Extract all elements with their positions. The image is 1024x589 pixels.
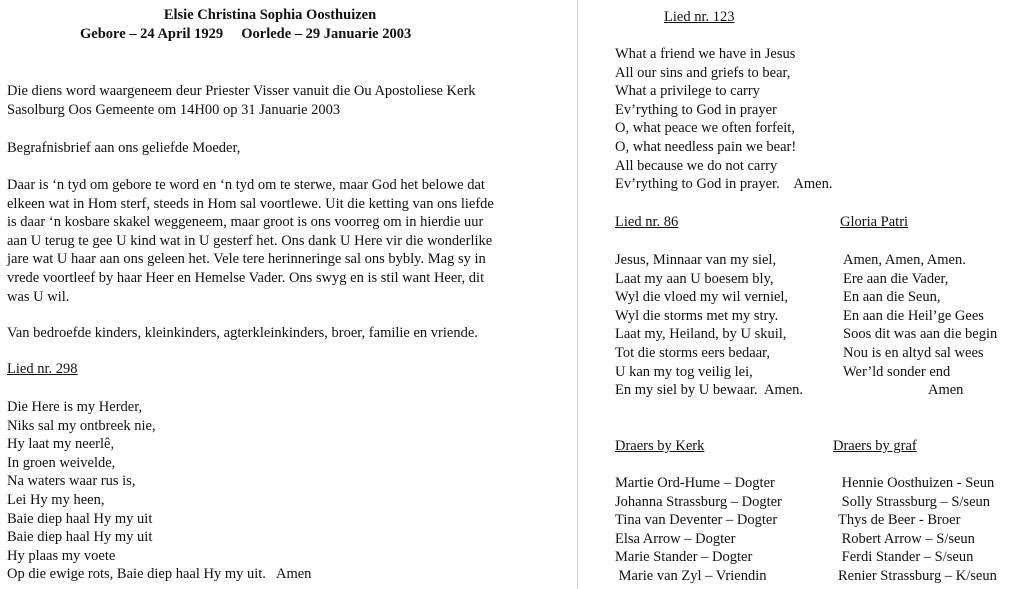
list-item: Marie Stander – Dogter [615,549,753,566]
list-item: Elsa Arrow – Dogter [615,530,736,547]
gloria-patri-title: Gloria Patri [840,214,909,230]
lyric-line: Tot die storms eers bedaar, [615,344,771,361]
letter-line: jare wat U haar aan ons geleen het. Vele tere herinneringe sal ons bybly. Mag sy in [7,251,486,268]
list-item: Johanna Strassburg – Dogter [615,493,782,510]
lyric-line: All because we do not carry [615,157,778,174]
lyric-line: En aan die Seun, [843,289,941,306]
list-item: Martie Ord-Hume – Dogter [615,475,775,491]
hymn-123-title: Lied nr. 123 [664,9,735,25]
letter-line: was U wil. [7,288,70,305]
lyric-line: Soos dit was aan die begin [843,326,998,343]
hymn-298-lyrics [7,398,311,584]
lyric-line: O, what needless pain we bear! [615,138,797,155]
lyric-line: En my siel by U bewaar. Amen. [615,382,804,399]
lyric-line: O, what peace we often forfeit, [615,120,795,137]
lyric-line: Wer’ld sonder end [843,363,951,380]
list-item: Ferdi Stander – S/seun [838,549,974,566]
lyric-line: Amen, Amen, Amen. [843,252,966,268]
birth-death-dates: Gebore – 24 April 1929 Oorlede – 29 Januarie 2003 [80,26,412,42]
list-item: Tina van Deventer – Dogter [615,512,778,529]
list-item: Renier Strassburg – K/seun [838,567,997,584]
lyric-line: All our sins and griefs to bear, [615,64,791,81]
letter-body [7,176,494,306]
lyric-line: Wyl die storms met my stry. [615,307,779,324]
lyric-line: Na waters waar rus is, [7,473,136,490]
gloria-amen: Amen [928,382,964,399]
letter-line: aan U terug te gee U kind wat in U gesterf het. Ons dank U Here vir die wonderlike [7,232,493,249]
hymn-86-lyrics [615,251,803,400]
letter-closing: Van bedroefde kinders, kleinkinders, agterkleinkinders, broer, familie en vriende. [7,325,478,341]
bearers-grave-title: Draers by graf [833,438,917,454]
lyric-line: Die Here is my Herder, [7,399,143,415]
page-divider [577,0,578,589]
list-item: Hennie Oosthuizen - Seun [838,475,995,491]
list-item: Marie van Zyl – Vriendin [615,567,767,584]
letter-line: is daar ‘n kosbare skakel weggeneem, maar groot is ons voorreg om in hierdie uur [7,214,484,231]
service-line: Sasolburg Oos Gemeente om 14H00 op 31 Januarie 2003 [7,101,341,118]
lyric-line: Wyl die vloed my wil verniel, [615,289,789,306]
lyric-line: Jesus, Minnaar van my siel, [615,252,777,268]
letter-line: elkeen wat in Hom sterf, steeds in Hom sal voortlewe. Uit die ketting van ons liefde [7,195,494,212]
bearers-grave-list [838,474,997,586]
lyric-line: In groen weivelde, [7,454,116,471]
deceased-name: Elsie Christina Sophia Oosthuizen [163,7,377,23]
lyric-line: Ere aan die Vader, [843,270,949,287]
lyric-line: Laat my, Heiland, by U skuil, [615,326,787,343]
hymn-86-title: Lied nr. 86 [615,214,679,230]
lyric-line: Lei Hy my heen, [7,491,105,508]
lyric-line: Baie diep haal Hy my uit [7,529,153,546]
gloria-patri-lyrics [843,251,997,400]
lyric-line: Nou is en altyd sal wees [843,344,984,361]
service-info [7,82,476,119]
lyric-line: Ev’rything to God in prayer [615,101,777,118]
lyric-line: Op die ewige rots, Baie diep haal Hy my uit. Amen [7,566,312,583]
list-item: Thys de Beer - Broer [838,512,961,529]
lyric-line: Hy laat my neerlê, [7,436,115,453]
service-line: Die diens word waargeneem deur Priester Visser vanuit die Ou Apostoliese Kerk [7,83,476,99]
bearers-church-title: Draers by Kerk [615,438,705,454]
lyric-line: What a privilege to carry [615,83,760,100]
lyric-line: Baie diep haal Hy my uit [7,510,153,527]
lyric-line: U kan my tog veilig lei, [615,363,753,380]
lyric-line: Hy plaas my voete [7,547,116,564]
lyric-line: What a friend we have in Jesus [615,46,796,62]
lyric-line: Laat my aan U boesem bly, [615,270,774,287]
bearers-church-list [615,474,782,586]
list-item: Robert Arrow – S/seun [838,530,975,547]
letter-line: Daar is ‘n tyd om gebore te word en ‘n tyd om te sterwe, maar God het belowe dat [7,177,485,193]
lyric-line: Niks sal my ontbreek nie, [7,417,156,434]
letter-line: vrede voortleef by haar Heer en Hemelse Vader. Ons swyg en is stil want Heer, dit [7,269,485,286]
hymn-123-lyrics [615,45,832,194]
letter-salutation: Begrafnisbrief aan ons geliefde Moeder, [7,140,241,156]
hymn-298-title: Lied nr. 298 [7,361,78,377]
lyric-line: Ev’rything to God in prayer. Amen. [615,176,833,193]
list-item: Solly Strassburg – S/seun [838,493,991,510]
lyric-line: En aan die Heil’ge Gees [843,307,984,324]
